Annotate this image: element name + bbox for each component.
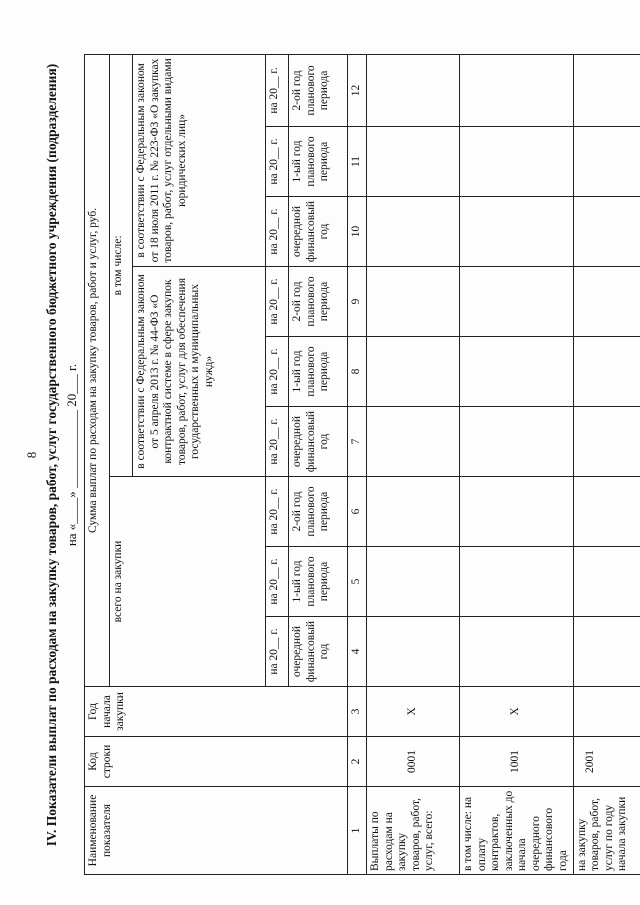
value-cell[interactable] — [367, 337, 460, 407]
header-law-44: в соответствии с Федеральным законом от 5 апреля 2013 г. № 44-ФЗ «О контрактной системе в сфере закупок товаров, работ, услуг для обеспечения государственных и муниципальных нужд» — [133, 267, 266, 477]
row-year: Х — [460, 687, 574, 737]
column-number: 9 — [348, 267, 367, 337]
year-label: на 20__ г. — [266, 127, 289, 197]
column-number-row — [348, 54, 367, 874]
column-number: 5 — [348, 547, 367, 617]
value-cell[interactable] — [367, 407, 460, 477]
value-cell[interactable] — [460, 547, 574, 617]
rotated-landscape-sheet — [10, 15, 630, 895]
column-number: 6 — [348, 477, 367, 547]
value-cell[interactable] — [573, 547, 640, 617]
row-code: 2001 — [573, 737, 640, 787]
header-name: Наименование показателя — [85, 787, 348, 875]
header-total: всего на закупки — [110, 477, 266, 687]
row-name: в том числе: на оплату контрактов, заключенных до начала очередного финансового года — [460, 787, 574, 875]
column-number: 11 — [348, 127, 367, 197]
value-cell[interactable] — [573, 617, 640, 687]
row-year: Х — [367, 687, 460, 737]
header-code: Код строки — [85, 737, 348, 787]
page-number: 8 — [24, 451, 39, 459]
value-cell[interactable] — [573, 197, 640, 267]
value-cell[interactable] — [573, 407, 640, 477]
row-year — [573, 687, 640, 737]
value-cell[interactable] — [460, 54, 574, 126]
period-label: 1-ый год планового периода — [289, 547, 348, 617]
value-cell[interactable] — [460, 197, 574, 267]
period-label: очередной финансовый год — [289, 407, 348, 477]
row-code: 0001 — [367, 737, 460, 787]
column-number: 12 — [348, 54, 367, 126]
value-cell[interactable] — [367, 617, 460, 687]
year-label: на 20__ г. — [266, 267, 289, 337]
value-cell[interactable] — [460, 407, 574, 477]
year-label: на 20__ г. — [266, 197, 289, 267]
table-row — [573, 54, 640, 874]
value-cell[interactable] — [460, 267, 574, 337]
value-cell[interactable] — [367, 54, 460, 126]
value-cell[interactable] — [367, 267, 460, 337]
value-cell[interactable] — [367, 197, 460, 267]
period-label: 2-ой год планового периода — [289, 477, 348, 547]
column-number: 4 — [348, 617, 367, 687]
period-label: 1-ый год планового периода — [289, 337, 348, 407]
value-cell[interactable] — [460, 127, 574, 197]
year-label: на 20__ г. — [266, 407, 289, 477]
column-number: 8 — [348, 337, 367, 407]
header-including: в том числе: — [110, 54, 133, 476]
header-row-1 — [85, 54, 110, 874]
period-label: 2-ой год планового периода — [289, 267, 348, 337]
period-label: 2-ой год планового периода — [289, 54, 348, 126]
value-cell[interactable] — [367, 547, 460, 617]
section-title: IV. Показатели выплат по расходам на закупку товаров, работ, услуг государственного бюджетного учреждения (подразделения) — [44, 63, 59, 847]
header-sum: Сумма выплат по расходам на закупку товаров, работ и услуг, руб. — [85, 54, 110, 686]
header-year: Год начала закупки — [85, 687, 348, 737]
value-cell[interactable] — [367, 477, 460, 547]
value-cell[interactable] — [573, 127, 640, 197]
column-number: 2 — [348, 737, 367, 787]
period-label: очередной финансовый год — [289, 197, 348, 267]
value-cell[interactable] — [573, 477, 640, 547]
period-label: очередной финансовый год — [289, 617, 348, 687]
year-label: на 20__ г. — [266, 547, 289, 617]
value-cell[interactable] — [460, 337, 574, 407]
value-cell[interactable] — [367, 127, 460, 197]
value-cell[interactable] — [573, 54, 640, 126]
column-number: 10 — [348, 197, 367, 267]
row-name: на закупку товаров, работ, услуг по году начала закупки — [573, 787, 640, 875]
year-label: на 20__ г. — [266, 477, 289, 547]
date-line: на «____» ____________ 20___ г. — [64, 363, 79, 547]
period-label: 1-ый год планового периода — [289, 127, 348, 197]
row-name: Выплаты по расходам на закупку товаров, работ, услуг, всего: — [367, 787, 460, 875]
value-cell[interactable] — [573, 267, 640, 337]
value-cell[interactable] — [573, 337, 640, 407]
column-number: 3 — [348, 687, 367, 737]
value-cell[interactable] — [460, 477, 574, 547]
row-code: 1001 — [460, 737, 574, 787]
year-label: на 20__ г. — [266, 617, 289, 687]
header-law-223: в соответствии с Федеральным законом от 18 июля 2011 г. № 223-ФЗ «О закупках товаров, работ, услуг отдельными видами юридических лиц» — [133, 54, 266, 266]
table-row — [367, 54, 460, 874]
value-cell[interactable] — [460, 617, 574, 687]
column-number: 7 — [348, 407, 367, 477]
column-number: 1 — [348, 787, 367, 875]
year-label: на 20__ г. — [266, 337, 289, 407]
year-label: на 20__ г. — [266, 54, 289, 126]
payments-table — [84, 54, 640, 875]
table-row — [460, 54, 574, 874]
